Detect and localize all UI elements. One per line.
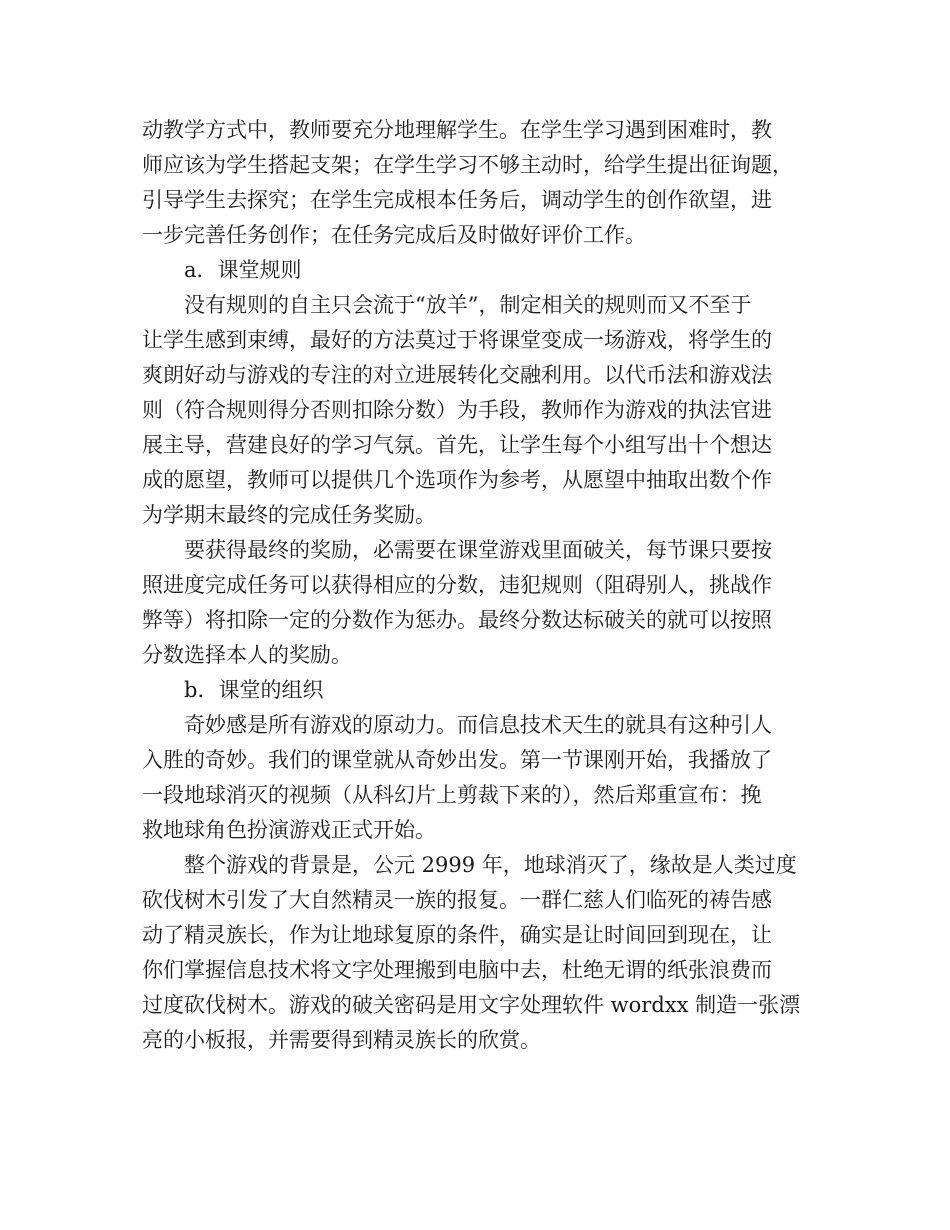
- text-line: 照进度完成任务可以获得相应的分数，违犯规则（阻碍别人，挑战作: [142, 573, 772, 597]
- text-line: 整个游戏的背景是，公元 2999 年，地球消灭了，缘故是人类过度: [184, 853, 797, 877]
- text-line: 展主导，营建良好的学习气氛。首先，让学生每个小组写出十个想达: [142, 433, 772, 457]
- text-line: 则（符合规则得分否则扣除分数）为手段，教师作为游戏的执法官进: [142, 398, 772, 422]
- text-line: 成的愿望，教师可以提供几个选项作为参考，从愿望中抽取出数个作: [142, 468, 772, 492]
- section-heading: b．课堂的组织: [184, 678, 324, 702]
- text-line: 弊等）将扣除一定的分数作为惩办。最终分数达标破关的就可以按照: [142, 608, 772, 632]
- text-line: 一步完善任务创作；在任务完成后及时做好评价工作。: [142, 223, 646, 247]
- text-line: 你们掌握信息技术将文字处理搬到电脑中去，杜绝无谓的纸张浪费而: [142, 958, 772, 982]
- text-line: 救地球角色扮演游戏正式开始。: [142, 818, 436, 842]
- text-line: 动了精灵族长，作为让地球复原的条件，确实是让时间回到现在，让: [142, 923, 772, 947]
- text-line: 引导学生去探究；在学生完成根本任务后，调动学生的创作欲望，进: [142, 188, 772, 212]
- text-line: 过度砍伐树木。游戏的破关密码是用文字处理软件 wordxx 制造一张漂: [142, 993, 801, 1017]
- section-heading: a．课堂规则: [184, 258, 302, 282]
- text-line: 亮的小板报，并需要得到精灵族长的欣赏。: [142, 1028, 541, 1052]
- text-line: 让学生感到束缚，最好的方法莫过于将课堂变成一场游戏，将学生的: [142, 328, 772, 352]
- text-line: 为学期末最终的完成任务奖励。: [142, 503, 436, 527]
- document-body: [142, 113, 814, 1058]
- text-line: 动教学方式中，教师要充分地理解学生。在学生学习遇到困难时，教: [142, 118, 772, 142]
- text-line: 入胜的奇妙。我们的课堂就从奇妙出发。第一节课刚开始，我播放了: [142, 748, 772, 772]
- text-line: 师应该为学生搭起支架；在学生学习不够主动时，给学生提出征询题，: [142, 153, 793, 177]
- text-line: 要获得最终的奖励，必需要在课堂游戏里面破关，每节课只要按: [184, 538, 772, 562]
- text-line: 没有规则的自主只会流于“放羊”，制定相关的规则而又不至于: [184, 293, 752, 317]
- text-line: 砍伐树木引发了大自然精灵一族的报复。一群仁慈人们临死的祷告感: [142, 888, 772, 912]
- text-line: 一段地球消灭的视频（从科幻片上剪裁下来的），然后郑重宣布：挽: [142, 783, 762, 807]
- text-line: 奇妙感是所有游戏的原动力。而信息技术天生的就具有这种引人: [184, 713, 772, 737]
- text-line: 爽朗好动与游戏的专注的对立进展转化交融利用。以代币法和游戏法: [142, 363, 772, 387]
- text-line: 分数选择本人的奖励。: [142, 643, 352, 667]
